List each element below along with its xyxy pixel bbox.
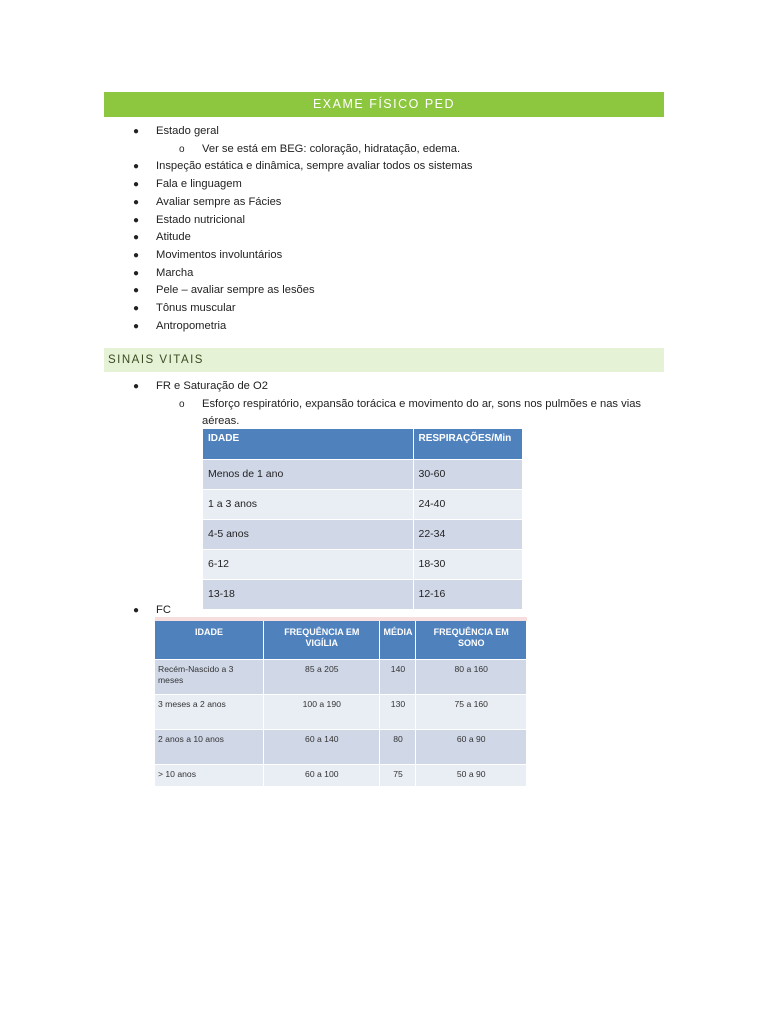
- column-header: RESPIRAÇÕES/Min: [413, 429, 523, 459]
- list-item-text: Avaliar sempre as Fácies: [156, 195, 282, 208]
- list-item: [104, 396, 662, 431]
- list-item: [104, 265, 664, 283]
- list-item: [104, 300, 664, 318]
- bullet-icon: ●: [133, 196, 140, 208]
- bullet-icon: ●: [133, 249, 140, 261]
- table-cell: 13-18: [203, 579, 413, 609]
- table-cell: 6-12: [203, 549, 413, 579]
- heart-rate-table: [155, 621, 527, 786]
- table-cell: Menos de 1 ano: [203, 459, 413, 489]
- list-item-text: Fala e linguagem: [156, 178, 242, 191]
- list-item: [104, 123, 664, 141]
- list-item: [104, 318, 664, 336]
- bullet-icon: o: [179, 398, 185, 410]
- bullet-icon: ●: [133, 161, 140, 173]
- table-cell: 75: [380, 764, 416, 786]
- list-item-text: Antropometria: [156, 319, 227, 332]
- table-cell: 100 a 190: [264, 694, 380, 729]
- column-header: IDADE: [155, 621, 264, 659]
- table-cell: 80: [380, 729, 416, 764]
- table-cell: Recém-Nascido a 3 meses: [155, 659, 264, 694]
- bullet-icon: ●: [133, 381, 140, 392]
- heading-exame-fisico: EXAME FÍSICO PED: [104, 92, 664, 117]
- list-item-text: Pele – avaliar sempre as lesões: [156, 284, 315, 297]
- list-item: [104, 229, 664, 247]
- table-row: [203, 549, 523, 579]
- list-item-text: Estado nutricional: [156, 213, 245, 226]
- table-cell: 60 a 90: [416, 729, 527, 764]
- list-item: [104, 247, 664, 265]
- bullet-icon: ●: [133, 126, 140, 137]
- bullet-icon: ●: [133, 267, 140, 279]
- table-cell: 1 a 3 anos: [203, 489, 413, 519]
- list-item-text: Movimentos involuntários: [156, 248, 283, 261]
- table-row: [155, 764, 527, 786]
- table-cell: 80 a 160: [416, 659, 527, 694]
- column-header: IDADE: [203, 429, 413, 459]
- table-cell: 60 a 100: [264, 764, 380, 786]
- table-header-row: [203, 429, 523, 459]
- column-header: FREQUÊNCIA EM SONO: [416, 621, 527, 659]
- table-cell: 30-60: [413, 459, 523, 489]
- list-item: [104, 176, 664, 194]
- list-item-text: Tônus muscular: [156, 302, 236, 315]
- table-cell: 12-16: [413, 579, 523, 609]
- exam-list: [104, 123, 664, 335]
- column-header: FREQUÊNCIA EM VIGÍLIA: [264, 621, 380, 659]
- list-item-text: FR e Saturação de O2: [156, 380, 268, 392]
- respiration-rate-table: [203, 429, 523, 609]
- table-cell: 22-34: [413, 519, 523, 549]
- table-cell: 3 meses a 2 anos: [155, 694, 264, 729]
- list-item-text: Marcha: [156, 266, 194, 279]
- vitals-list: [104, 378, 664, 431]
- bullet-icon: ●: [133, 605, 140, 616]
- table-row: [203, 519, 523, 549]
- table-cell: > 10 anos: [155, 764, 264, 786]
- list-item-text: Atitude: [156, 231, 191, 244]
- heading-sinais-vitais: SINAIS VITAIS: [104, 348, 664, 372]
- table-row: [155, 729, 527, 764]
- bullet-icon: ●: [133, 179, 140, 191]
- table-cell: 2 anos a 10 anos: [155, 729, 264, 764]
- list-item: [104, 158, 664, 176]
- list-item: [104, 282, 664, 300]
- list-item-text: Inspeção estática e dinâmica, sempre avaliar todos os sistemas: [156, 160, 473, 173]
- fc-label: FC: [156, 604, 171, 616]
- table-cell: 130: [380, 694, 416, 729]
- list-item-text: Estado geral: [156, 125, 219, 137]
- table-row: [203, 489, 523, 519]
- list-item: [104, 141, 664, 159]
- column-header: MÉDIA: [380, 621, 416, 659]
- list-item: [104, 194, 664, 212]
- list-item-text: Ver se está em BEG: coloração, hidratação, edema.: [202, 142, 461, 155]
- table-cell: 18-30: [413, 549, 523, 579]
- bullet-icon: ●: [133, 214, 140, 226]
- bullet-icon: o: [179, 143, 185, 155]
- bullet-icon: ●: [133, 320, 140, 332]
- table-header-row: [155, 621, 527, 659]
- table-cell: 24-40: [413, 489, 523, 519]
- list-item: [104, 212, 664, 230]
- bullet-icon: ●: [133, 285, 140, 297]
- table-row: [203, 459, 523, 489]
- list-item: [104, 378, 664, 396]
- table-cell: 75 a 160: [416, 694, 527, 729]
- table-cell: 85 a 205: [264, 659, 380, 694]
- table-cell: 140: [380, 659, 416, 694]
- list-item-text: Esforço respiratório, expansão torácica e movimento do ar, sons nos pulmões e nas vias aéreas.: [202, 397, 642, 428]
- table-row: [155, 659, 527, 694]
- table-row: [155, 694, 527, 729]
- table-cell: 60 a 140: [264, 729, 380, 764]
- table-cell: 50 a 90: [416, 764, 527, 786]
- bullet-icon: ●: [133, 232, 140, 244]
- bullet-icon: ●: [133, 303, 140, 315]
- table-cell: 4-5 anos: [203, 519, 413, 549]
